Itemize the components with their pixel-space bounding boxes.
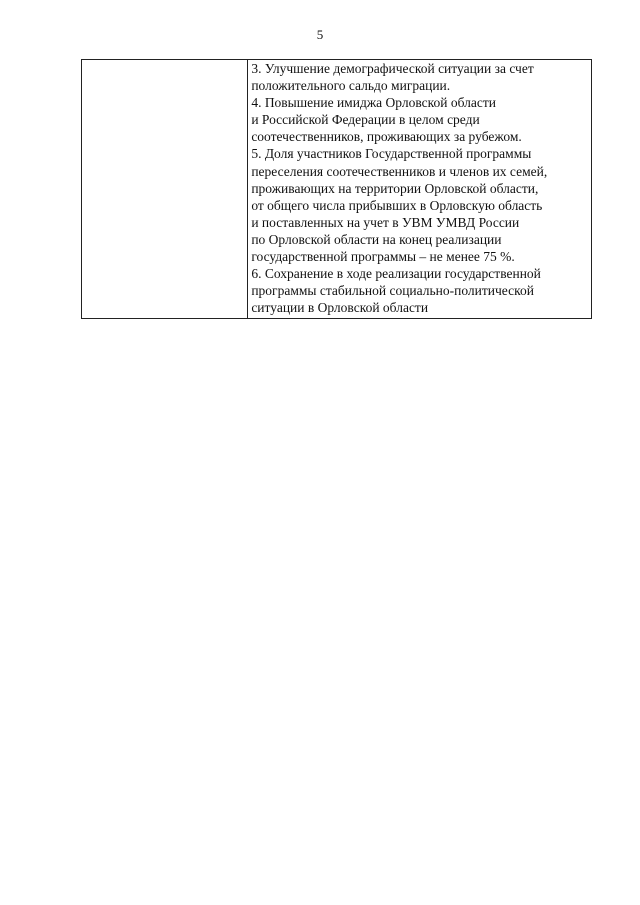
text-line-9: от общего числа прибывших в Орловскую область (251, 197, 543, 213)
text-line-10: и поставленных на учет в УВМ УМВД России (251, 214, 520, 230)
text-line-15: ситуации в Орловской области (251, 300, 429, 316)
text-line-3: 4. Повышение имиджа Орловской области (251, 95, 496, 111)
text-line-12: государственной программы – не менее 75 %. (251, 249, 515, 265)
text-line-5: соотечественников, проживающих за рубежом. (251, 129, 522, 145)
cell-text-block (248, 60, 591, 316)
text-line-14: программы стабильной социально-политической (251, 283, 534, 299)
text-line-1: 3. Улучшение демографической ситуации за счет (251, 61, 534, 76)
table-cell-right (248, 60, 592, 319)
table-cell-left (82, 60, 248, 319)
page-number: 5 (316, 27, 324, 42)
text-line-13: 6. Сохранение в ходе реализации государственной (251, 266, 541, 282)
text-line-7: переселения соотечественников и членов их семей, (251, 163, 548, 179)
table-row (82, 60, 592, 319)
document-table (81, 59, 592, 319)
text-line-4: и Российской Федерации в целом среди (251, 112, 480, 128)
text-line-6: 5. Доля участников Государственной программы (251, 146, 532, 162)
text-line-11: по Орловской области на конец реализации (251, 231, 502, 247)
text-line-2: положительного сальдо миграции. (251, 78, 451, 94)
text-line-8: проживающих на территории Орловской области, (251, 180, 539, 196)
